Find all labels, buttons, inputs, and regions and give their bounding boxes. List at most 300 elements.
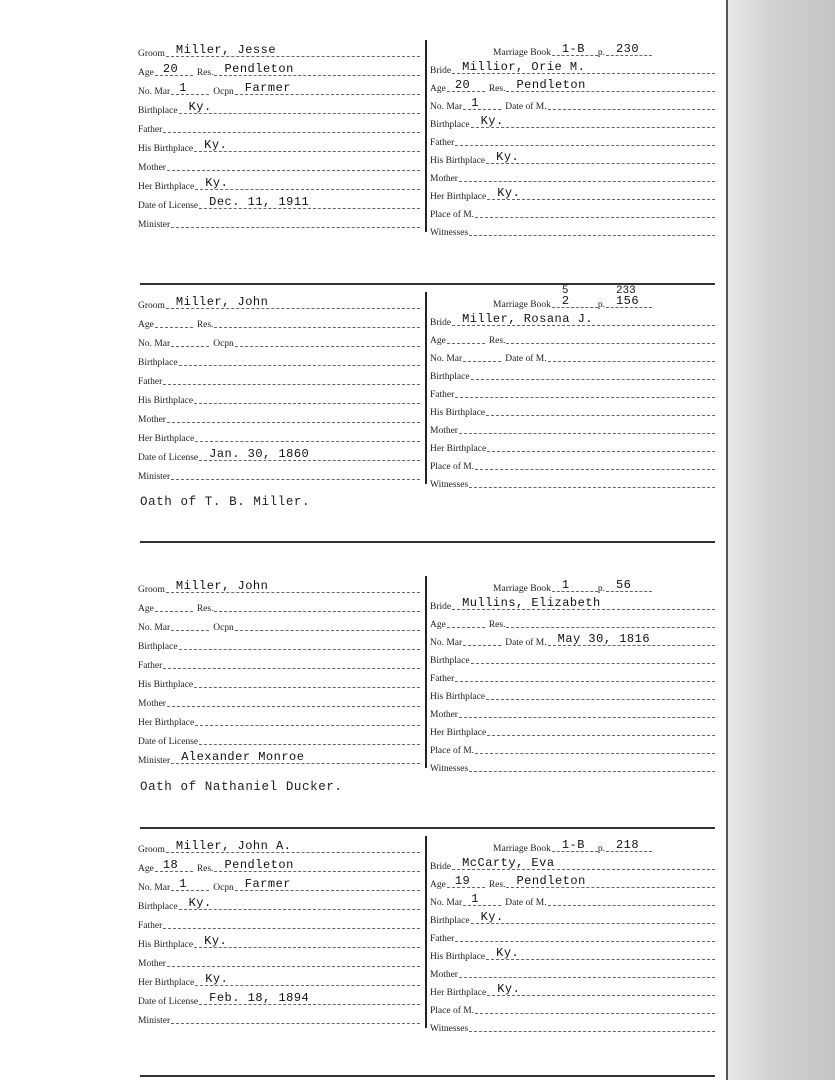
field-line: [552, 578, 598, 592]
field-label: Father: [138, 921, 163, 931]
field-value: Pendleton: [516, 78, 586, 92]
field-line: [475, 1000, 715, 1014]
groom-field-row: [138, 855, 420, 874]
field-value: 18: [162, 858, 179, 872]
bride-field-row: [430, 400, 715, 418]
bride-field-row: [430, 472, 715, 490]
bride-field-row: [430, 220, 715, 238]
field-line: [486, 150, 715, 164]
field-line: [606, 838, 652, 852]
bride-field-row: [430, 76, 715, 94]
field-label: No. Mar: [138, 87, 171, 97]
field-label: His Birthplace: [430, 156, 486, 166]
field-line: [548, 632, 715, 646]
field-label: Father: [430, 934, 455, 944]
field-line: [163, 371, 420, 385]
field-line: [471, 650, 715, 664]
field-line: [487, 982, 715, 996]
field-value: Miller, John A.: [175, 839, 292, 853]
field-label: Birthplace: [138, 902, 178, 912]
field-line: [447, 614, 485, 628]
field-line: [194, 934, 420, 948]
field-line: [463, 348, 501, 362]
field-label: Father: [430, 674, 455, 684]
field-label: His Birthplace: [430, 408, 486, 418]
bride-field-row: [430, 166, 715, 184]
field-label: Res.: [488, 880, 506, 890]
bride-field-row: [430, 594, 715, 612]
groom-field-row: [138, 747, 420, 766]
page-value: 218: [615, 838, 640, 852]
field-line: [171, 877, 209, 891]
bride-field-row: [430, 720, 715, 738]
field-line: [179, 352, 420, 366]
page-correction: 233: [615, 285, 636, 297]
field-line: [199, 991, 420, 1005]
page-value: 230: [615, 42, 640, 56]
field-line: [486, 686, 715, 700]
field-label: Date of M.: [505, 898, 547, 908]
field-label: Marriage Book: [493, 48, 551, 58]
groom-field-row: [138, 463, 420, 482]
field-line: [235, 617, 420, 631]
field-line: [469, 1018, 715, 1032]
field-label: Father: [138, 125, 163, 135]
field-label: Birthplace: [138, 642, 178, 652]
groom-field-row: [138, 211, 420, 230]
field-line: [606, 578, 652, 592]
field-label: Witnesses: [430, 1024, 469, 1034]
bride-field-row: [430, 346, 715, 364]
bride-field-row: [430, 1016, 715, 1034]
field-value: Ky.: [204, 138, 228, 152]
field-line: [452, 856, 715, 870]
field-line: [214, 62, 420, 76]
field-value: Farmer: [244, 877, 291, 891]
groom-field-row: [138, 135, 420, 154]
bride-field-row: [430, 148, 715, 166]
field-label: Her Birthplace: [138, 718, 195, 728]
field-line: [171, 466, 420, 480]
field-line: [452, 596, 715, 610]
field-line: [171, 333, 209, 347]
field-line: [552, 285, 598, 308]
field-label: Birthplace: [430, 372, 470, 382]
column-separator: [425, 836, 427, 1028]
field-line: [194, 674, 420, 688]
field-label: Age: [138, 320, 154, 330]
field-value: 19: [454, 874, 471, 888]
field-label: Minister: [138, 756, 171, 766]
field-line: [171, 81, 209, 95]
field-line: [166, 579, 420, 593]
field-line: [459, 704, 715, 718]
groom-field-row: [138, 349, 420, 368]
field-value: Alexander Monroe: [181, 750, 305, 764]
field-label: Ocpn: [213, 883, 234, 893]
groom-section: [138, 576, 420, 766]
field-label: His Birthplace: [138, 396, 194, 406]
bride-field-row: [430, 756, 715, 774]
field-label: Groom: [138, 585, 165, 595]
groom-field-row: [138, 97, 420, 116]
field-label: Birthplace: [430, 120, 470, 130]
field-line: [195, 176, 420, 190]
field-label: No. Mar: [430, 102, 463, 112]
field-label: Marriage Book: [493, 300, 551, 310]
field-line: [506, 874, 715, 888]
field-value: Miller, Rosana J.: [462, 312, 594, 326]
field-label: Father: [138, 377, 163, 387]
field-line: [463, 632, 501, 646]
field-label: His Birthplace: [138, 144, 194, 154]
field-line: [447, 78, 485, 92]
field-label: p.: [597, 844, 605, 854]
book-correction: 5: [561, 285, 569, 297]
field-value: Ky.: [205, 176, 229, 190]
field-label: Her Birthplace: [430, 192, 487, 202]
bride-field-row: [430, 926, 715, 944]
groom-field-row: [138, 576, 420, 595]
field-line: [155, 62, 193, 76]
field-label: Place of M.: [430, 746, 475, 756]
field-line: [163, 915, 420, 929]
field-label: No. Mar: [138, 339, 171, 349]
groom-field-row: [138, 154, 420, 173]
field-value: Ky.: [205, 972, 229, 986]
bride-field-row: [430, 684, 715, 702]
field-value: Ky.: [188, 100, 212, 114]
field-label: p.: [597, 584, 605, 594]
groom-field-row: [138, 988, 420, 1007]
field-line: [486, 946, 715, 960]
field-label: His Birthplace: [430, 692, 486, 702]
field-value: McCarty, Eva: [462, 856, 555, 870]
field-label: Groom: [138, 49, 165, 59]
field-line: [506, 330, 715, 344]
field-line: [606, 42, 652, 56]
field-label: Mother: [430, 426, 458, 436]
field-label: Ocpn: [213, 623, 234, 633]
field-line: [487, 186, 715, 200]
field-label: Ocpn: [213, 339, 234, 349]
bride-field-row: [430, 944, 715, 962]
groom-field-row: [138, 969, 420, 988]
field-label: Res.: [488, 336, 506, 346]
bride-section: [430, 40, 715, 238]
field-line: [166, 839, 420, 853]
bride-field-row: [430, 854, 715, 872]
bride-field-row: [430, 666, 715, 684]
bride-field-row: [430, 310, 715, 328]
bride-field-row: [430, 184, 715, 202]
bride-field-row: [430, 328, 715, 346]
field-value: Ky.: [480, 910, 504, 924]
groom-field-row: [138, 173, 420, 192]
field-label: Date of License: [138, 201, 199, 211]
field-label: Mother: [430, 174, 458, 184]
field-label: Age: [138, 604, 154, 614]
field-line: [447, 874, 485, 888]
field-label: Date of License: [138, 453, 199, 463]
bride-field-row: [430, 908, 715, 926]
field-line: [487, 722, 715, 736]
field-line: [155, 858, 193, 872]
groom-field-row: [138, 690, 420, 709]
field-label: Age: [430, 620, 446, 630]
bride-section: [430, 576, 715, 774]
field-label: Place of M.: [430, 210, 475, 220]
field-line: [166, 43, 420, 57]
field-line: [179, 636, 420, 650]
field-label: Age: [430, 880, 446, 890]
groom-field-row: [138, 931, 420, 950]
field-line: [447, 330, 485, 344]
field-line: [195, 712, 420, 726]
groom-section: [138, 836, 420, 1026]
field-value: Pendleton: [224, 858, 294, 872]
field-label: Marriage Book: [493, 584, 551, 594]
field-label: Mother: [138, 959, 166, 969]
field-line: [167, 157, 420, 171]
groom-field-row: [138, 595, 420, 614]
marriage-book-row: [430, 40, 715, 58]
bride-field-row: [430, 738, 715, 756]
bride-field-row: [430, 94, 715, 112]
book-value: 2: [561, 294, 570, 308]
groom-field-row: [138, 836, 420, 855]
marriage-book-row: [430, 576, 715, 594]
field-line: [155, 314, 193, 328]
bride-field-row: [430, 112, 715, 130]
field-label: Place of M.: [430, 1006, 475, 1016]
field-line: [167, 409, 420, 423]
field-label: Her Birthplace: [138, 182, 195, 192]
field-line: [179, 896, 420, 910]
bride-field-row: [430, 630, 715, 648]
field-label: Her Birthplace: [430, 988, 487, 998]
groom-field-row: [138, 425, 420, 444]
field-label: Groom: [138, 845, 165, 855]
field-label: Res.: [196, 864, 214, 874]
groom-field-row: [138, 368, 420, 387]
field-label: Date of License: [138, 997, 199, 1007]
field-line: [548, 348, 715, 362]
field-line: [194, 390, 420, 404]
groom-field-row: [138, 406, 420, 425]
field-line: [171, 214, 420, 228]
bride-field-row: [430, 382, 715, 400]
page-value: 156: [615, 294, 640, 308]
groom-field-row: [138, 330, 420, 349]
bride-field-row: [430, 58, 715, 76]
groom-field-row: [138, 614, 420, 633]
field-label: Father: [138, 661, 163, 671]
scan-edge: [727, 0, 835, 1080]
field-value: Ky.: [497, 982, 521, 996]
field-line: [195, 972, 420, 986]
field-value: Ky.: [480, 114, 504, 128]
groom-field-row: [138, 709, 420, 728]
field-label: Age: [430, 336, 446, 346]
field-label: His Birthplace: [138, 940, 194, 950]
field-line: [475, 740, 715, 754]
field-line: [471, 366, 715, 380]
field-line: [469, 758, 715, 772]
field-line: [606, 285, 652, 308]
field-line: [214, 598, 420, 612]
field-line: [506, 78, 715, 92]
field-label: Bride: [430, 318, 452, 328]
field-value: Ky.: [188, 896, 212, 910]
field-value: 1: [471, 96, 479, 110]
field-value: Mullins, Elizabeth: [462, 596, 601, 610]
field-value: Jan. 30, 1860: [209, 447, 310, 461]
groom-section: [138, 40, 420, 230]
groom-section: [138, 292, 420, 482]
bride-field-row: [430, 962, 715, 980]
field-line: [471, 910, 715, 924]
field-label: Bride: [430, 602, 452, 612]
field-value: May 30, 1816: [557, 632, 651, 646]
field-label: No. Mar: [138, 623, 171, 633]
page-value: 56: [615, 578, 632, 592]
field-label: Res.: [488, 84, 506, 94]
field-label: Mother: [430, 970, 458, 980]
book-value: 1-B: [561, 42, 585, 56]
groom-field-row: [138, 652, 420, 671]
groom-field-row: [138, 292, 420, 311]
field-label: Mother: [430, 710, 458, 720]
field-line: [235, 877, 420, 891]
field-label: Age: [138, 864, 154, 874]
field-label: No. Mar: [430, 898, 463, 908]
field-line: [167, 953, 420, 967]
oath-note: Oath of T. B. Miller.: [140, 495, 311, 509]
field-line: [163, 119, 420, 133]
field-line: [167, 693, 420, 707]
field-label: Witnesses: [430, 480, 469, 490]
field-line: [214, 858, 420, 872]
groom-field-row: [138, 311, 420, 330]
card-divider: [140, 541, 715, 543]
field-value: Ky.: [497, 186, 521, 200]
card-divider: [140, 1075, 715, 1077]
book-value: 1-B: [561, 838, 585, 852]
marriage-book-row: [430, 836, 715, 854]
field-line: [459, 420, 715, 434]
marriage-book-row: [430, 285, 715, 310]
field-line: [452, 60, 715, 74]
field-line: [455, 132, 715, 146]
groom-field-row: [138, 387, 420, 406]
groom-field-row: [138, 728, 420, 747]
field-value: 20: [162, 62, 179, 76]
field-label: Place of M.: [430, 462, 475, 472]
field-label: Res.: [196, 604, 214, 614]
field-label: No. Mar: [430, 638, 463, 648]
field-line: [171, 750, 420, 764]
field-line: [469, 222, 715, 236]
field-line: [487, 438, 715, 452]
field-label: Marriage Book: [493, 844, 551, 854]
field-line: [235, 81, 420, 95]
field-line: [155, 598, 193, 612]
field-label: No. Mar: [430, 354, 463, 364]
field-label: Minister: [138, 220, 171, 230]
field-label: Date of License: [138, 737, 199, 747]
bride-field-row: [430, 202, 715, 220]
field-value: 1: [179, 877, 187, 891]
field-label: Mother: [138, 415, 166, 425]
groom-field-row: [138, 633, 420, 652]
field-value: Pendleton: [224, 62, 294, 76]
field-label: Bride: [430, 862, 452, 872]
field-line: [163, 655, 420, 669]
field-label: Groom: [138, 301, 165, 311]
groom-field-row: [138, 78, 420, 97]
field-label: p.: [597, 300, 605, 310]
bride-field-row: [430, 998, 715, 1016]
field-line: [469, 474, 715, 488]
field-label: Witnesses: [430, 228, 469, 238]
field-line: [548, 96, 715, 110]
field-value: Pendleton: [516, 874, 586, 888]
field-label: His Birthplace: [430, 952, 486, 962]
field-value: Ky.: [204, 934, 228, 948]
field-value: 1: [179, 81, 187, 95]
field-line: [463, 96, 501, 110]
column-separator: [425, 292, 427, 484]
field-value: 1: [471, 892, 479, 906]
field-line: [552, 838, 598, 852]
field-line: [199, 195, 420, 209]
field-line: [459, 168, 715, 182]
field-label: Birthplace: [430, 656, 470, 666]
groom-field-row: [138, 912, 420, 931]
field-line: [195, 428, 420, 442]
oath-note: Oath of Nathaniel Ducker.: [140, 780, 343, 794]
field-line: [452, 312, 715, 326]
bride-field-row: [430, 980, 715, 998]
bride-field-row: [430, 890, 715, 908]
groom-field-row: [138, 40, 420, 59]
field-label: Minister: [138, 1016, 171, 1026]
field-value: Miller, Jesse: [175, 43, 277, 57]
field-line: [166, 295, 420, 309]
bride-field-row: [430, 364, 715, 382]
field-value: Farmer: [244, 81, 291, 95]
field-value: Ky.: [496, 150, 520, 164]
groom-field-row: [138, 59, 420, 78]
bride-field-row: [430, 436, 715, 454]
field-label: Minister: [138, 472, 171, 482]
field-label: Father: [430, 390, 455, 400]
field-label: Her Birthplace: [430, 444, 487, 454]
bride-field-row: [430, 612, 715, 630]
field-line: [455, 384, 715, 398]
field-line: [506, 614, 715, 628]
field-label: Res.: [196, 68, 214, 78]
bride-field-row: [430, 648, 715, 666]
field-value: Millior, Orie M.: [462, 60, 586, 74]
field-label: Age: [430, 84, 446, 94]
field-label: Date of M.: [505, 102, 547, 112]
book-value: 1: [561, 578, 570, 592]
card-divider: [140, 827, 715, 829]
bride-field-row: [430, 702, 715, 720]
field-line: [171, 1010, 420, 1024]
